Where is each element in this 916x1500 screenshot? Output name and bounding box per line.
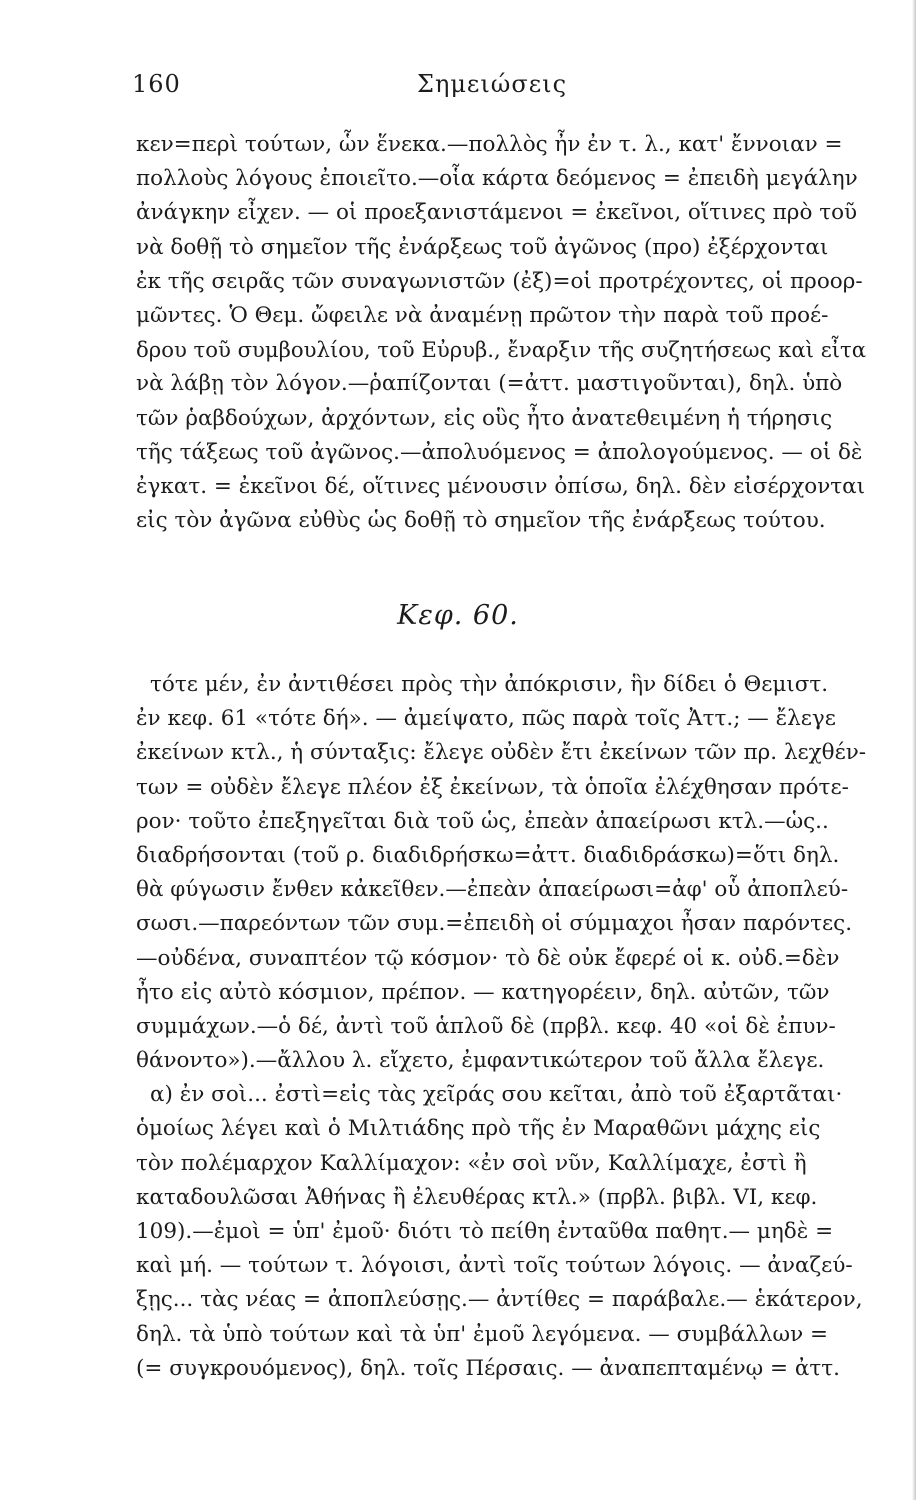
text-line: δηλ. τὰ ὑπὸ τούτων καὶ τὰ ὑπ' ἐμοῦ λεγόμενα. — συμβάλλων = xyxy=(136,1321,828,1347)
text-line: ξῃς... τὰς νέας = ἀποπλεύσῃς.— ἀντίθες = παράβαλε.— ἑκάτερον, xyxy=(136,1287,863,1313)
page-header xyxy=(132,70,852,104)
text-line: ἐκ τῆς σειρᾶς τῶν συναγωνιστῶν (ἐξ)=οἱ προτρέχοντες, οἱ προορ- xyxy=(136,268,863,294)
text-line: σωσι.—παρεόντων τῶν συμ.=ἐπειδὴ οἱ σύμμαχοι ἦσαν παρόντες. xyxy=(136,911,853,937)
notes-section-1 xyxy=(136,128,866,538)
text-line: τῆς τάξεως τοῦ ἀγῶνος.—ἀπολυόμενος = ἀπολογούμενος. — οἱ δὲ xyxy=(136,439,863,465)
text-line: θάνοντο»).—ἄλλου λ. εἴχετο, ἐμφαντικώτερον τοῦ ἄλλα ἔλεγε. xyxy=(136,1048,825,1074)
text-line: κεν=περὶ τούτων, ὧν ἕνεκα.—πολλὸς ἦν ἐν τ. λ., κατ' ἔννοιαν = xyxy=(136,132,843,157)
text-line: 109).—ἐμοὶ = ὑπ' ἐμοῦ· διότι τὸ πείθη ἐνταῦθα παθητ.— μηδὲ = xyxy=(136,1219,834,1244)
text-line: των = οὐδὲν ἔλεγε πλέον ἐξ ἐκείνων, τὰ ὁποῖα ἐλέχθησαν πρότε- xyxy=(136,774,849,800)
text-line: νὰ λάβῃ τὸν λόγον.—ῥαπίζονται (=ἀττ. μαστιγοῦνται), δηλ. ὑπὸ xyxy=(136,371,843,397)
text-line: —οὐδένα, συναπτέον τῷ κόσμον· τὸ δὲ οὐκ ἔφερέ οἱ κ. οὐδ.=δὲν xyxy=(136,945,840,971)
text-line: μῶντες. Ὁ Θεμ. ὤφειλε νὰ ἀναμένῃ πρῶτον τὴν παρὰ τοῦ προέ- xyxy=(136,302,829,328)
text-line: θὰ φύγωσιν ἔνθεν κἀκεῖθεν.—ἐπεὰν ἀπαείρωσι=ἀφ' οὗ ἀποπλεύ- xyxy=(136,877,849,903)
text-line: (= συγκρουόμενος), δηλ. τοῖς Πέρσαις. — ἀναπεπταμένῳ = ἀττ. xyxy=(136,1355,841,1381)
text-line: ὁμοίως λέγει καὶ ὁ Μιλτιάδης πρὸ τῆς ἐν Μαραθῶνι μάχης εἰς xyxy=(136,1116,821,1142)
text-line: συμμάχων.—ὁ δέ, ἀντὶ τοῦ ἁπλοῦ δὲ (πρβλ. κεφ. 40 «οἱ δὲ ἐπυν- xyxy=(136,1013,836,1039)
text-line: καὶ μή. — τούτων τ. λόγοισι, ἀντὶ τοῖς τούτων λόγοις. — ἀναζεύ- xyxy=(136,1253,853,1279)
text-line: τὸν πολέμαρχον Καλλίμαχον: «ἐν σοὶ νῦν, Καλλίμαχε, ἐστὶ ἢ xyxy=(136,1150,807,1176)
text-line: ἐκείνων κτλ., ἡ σύνταξις: ἔλεγε οὐδὲν ἔτι ἐκείνων τῶν πρ. λεχθέν- xyxy=(136,740,867,766)
notes-section-2 xyxy=(136,668,866,1386)
text-line: ἦτο εἰς αὐτὸ κόσμιον, πρέπον. — κατηγορέειν, δηλ. αὐτῶν, τῶν xyxy=(136,979,830,1005)
chapter-heading: Κεφ. 60. xyxy=(397,600,519,631)
text-line: α) ἐν σοὶ... ἐστὶ=εἰς τὰς χεῖράς σου κεῖται, ἀπὸ τοῦ ἐξαρτᾶται· xyxy=(150,1082,843,1108)
scan-edge xyxy=(912,0,916,1500)
page-number: 160 xyxy=(132,70,181,98)
text-line: πολλοὺς λόγους ἐποιεῖτο.—οἷα κάρτα δεόμενος = ἐπειδὴ μεγάλην xyxy=(136,166,858,192)
running-title: Σημειώσεις xyxy=(416,70,568,98)
text-line: ρον· τοῦτο ἐπεξηγεῖται διὰ τοῦ ὡς, ἐπεὰν ἀπαείρωσι κτλ.—ὡς.. xyxy=(136,808,829,834)
text-line: τότε μέν, ἐν ἀντιθέσει πρὸς τὴν ἀπόκρισιν, ἣν δίδει ὁ Θεμιστ. xyxy=(150,672,829,697)
text-line: καταδουλῶσαι Ἀθήνας ἢ ἐλευθέρας κτλ.» (πρβλ. βιβλ. VI, κεφ. xyxy=(136,1184,818,1210)
text-line: διαδρήσονται (τοῦ ρ. διαδιδρήσκω=ἀττ. διαδιδράσκω)=ὅτι δηλ. xyxy=(136,842,840,868)
text-line: νὰ δοθῇ τὸ σημεῖον τῆς ἐνάρξεως τοῦ ἀγῶνος (προ) ἐξέρχονται xyxy=(136,234,829,260)
text-line: ἐν κεφ. 61 «τότε δή». — ἀμείψατο, πῶς παρὰ τοῖς Ἀττ.; — ἔλεγε xyxy=(136,706,836,732)
text-line: εἰς τὸν ἀγῶνα εὐθὺς ὡς δοθῇ τὸ σημεῖον τῆς ἐνάρξεως τούτου. xyxy=(136,508,826,534)
text-line: δρου τοῦ συμβουλίου, τοῦ Εὐρυβ., ἔναρξιν τῆς συζητήσεως καὶ εἶτα xyxy=(136,337,866,363)
text-line: τῶν ῥαβδούχων, ἀρχόντων, εἰς οὓς ἦτο ἀνατεθειμένη ἡ τήρησις xyxy=(136,405,833,431)
text-line: ἀνάγκην εἶχεν. — οἱ προεξανιστάμενοι = ἐκεῖνοι, οἵτινες πρὸ τοῦ xyxy=(136,200,858,226)
text-line: ἐγκατ. = ἐκεῖνοι δέ, οἵτινες μένουσιν ὀπίσω, δηλ. δὲν εἰσέρχονται xyxy=(136,473,866,499)
